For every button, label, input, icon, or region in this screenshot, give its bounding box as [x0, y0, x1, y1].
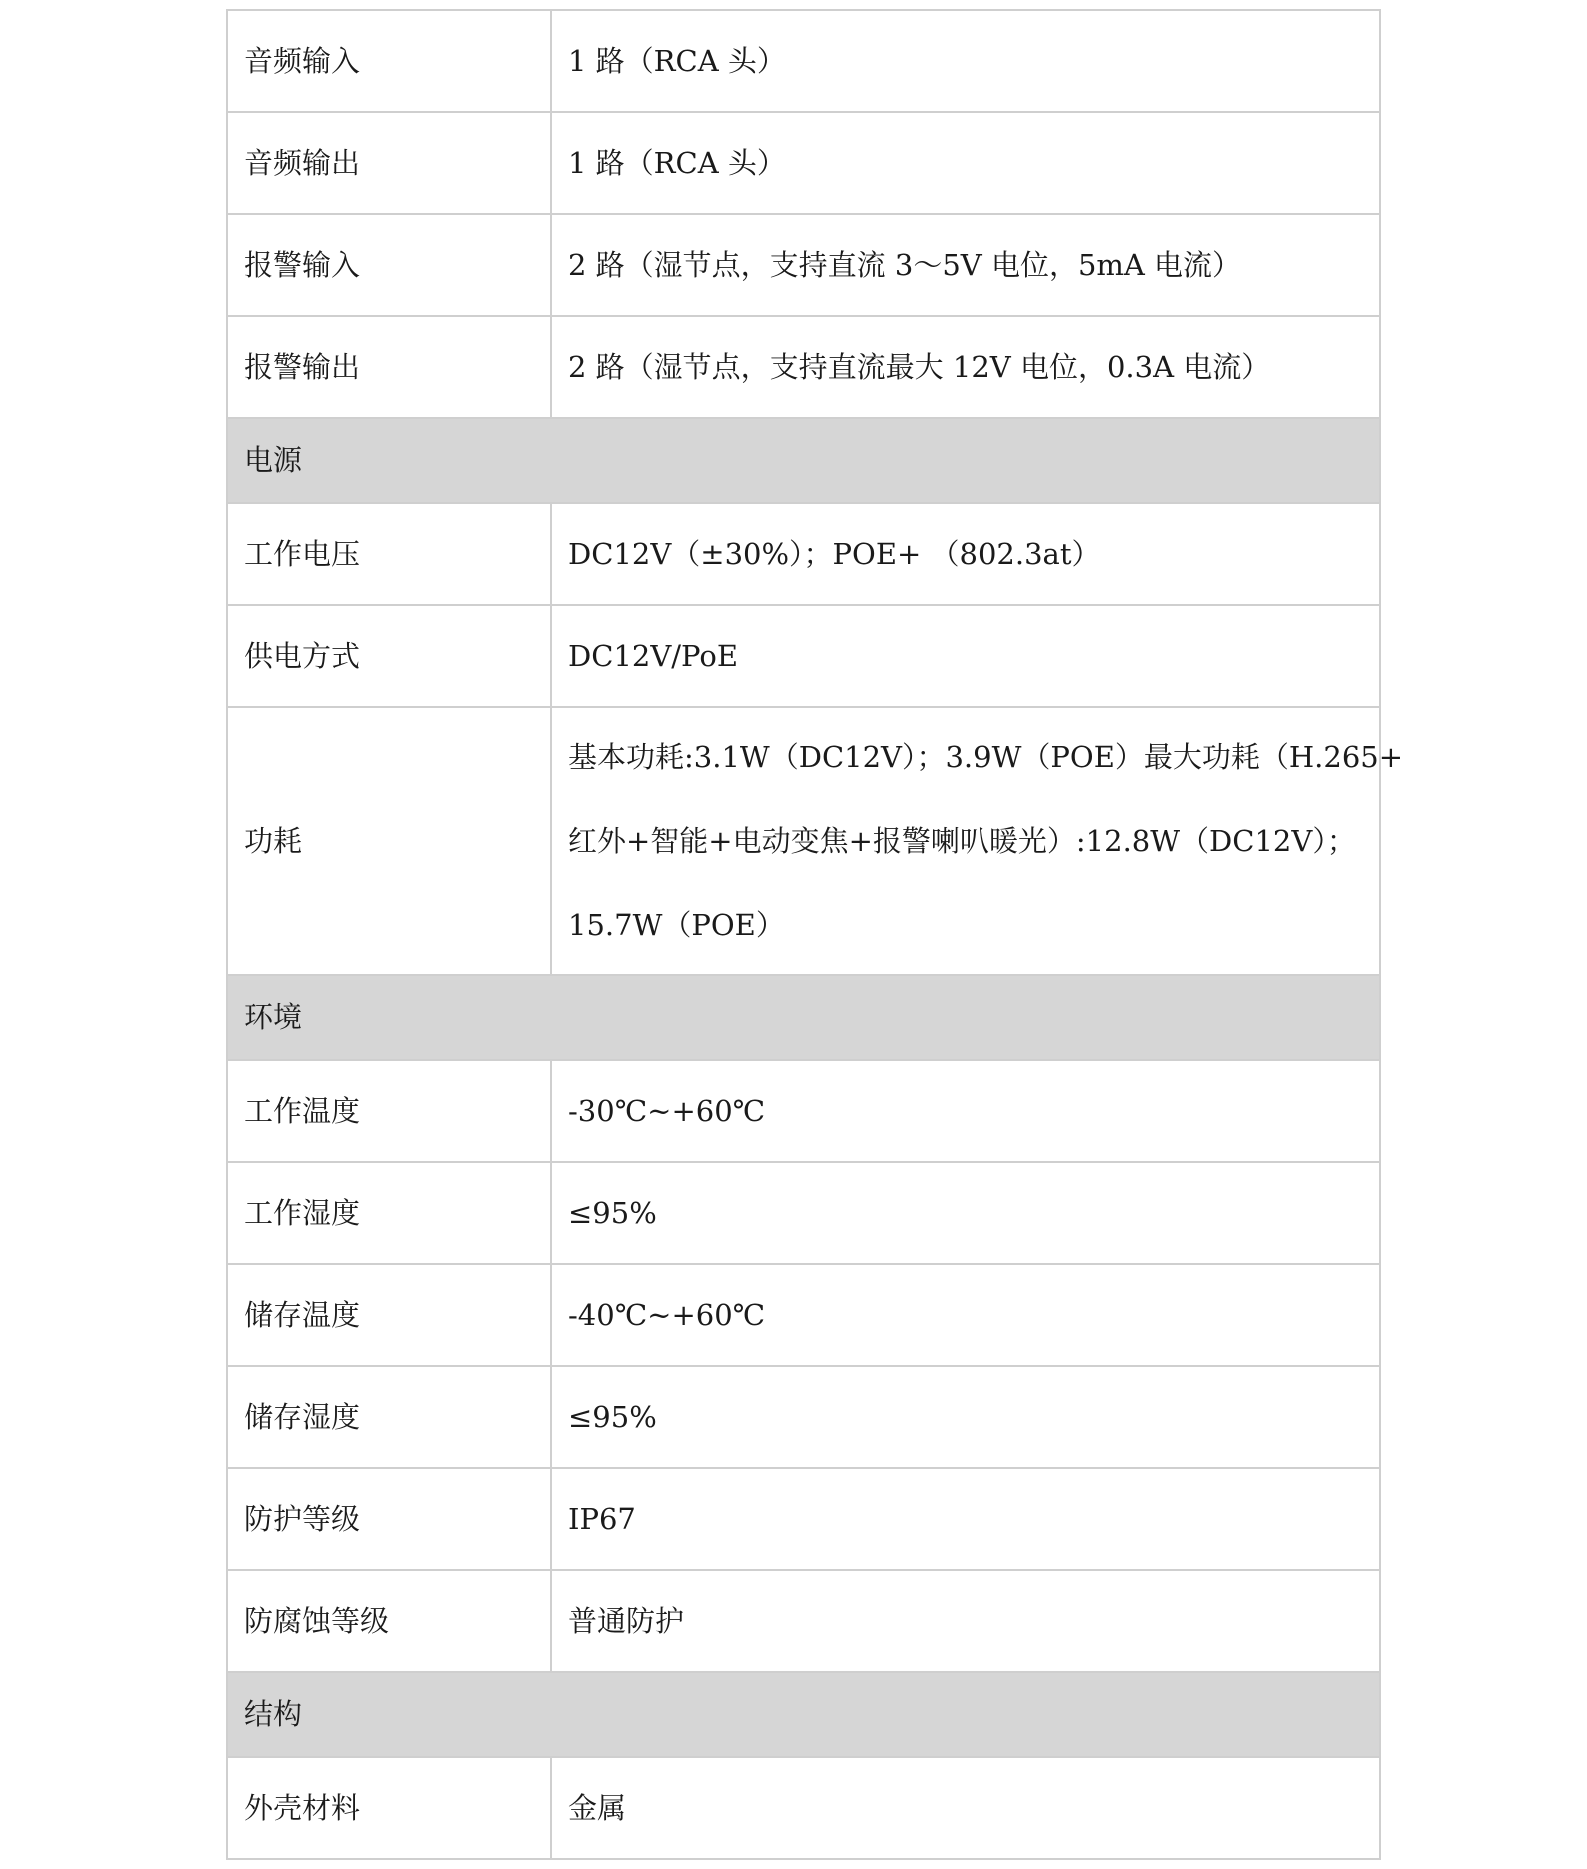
- spec-label: 储存温度: [227, 1264, 551, 1366]
- table-row-alarm-input: [227, 214, 1380, 316]
- table-row-power-supply: [227, 605, 1380, 707]
- spec-value: ≤95%: [551, 1366, 1380, 1468]
- table-row-anticorrosion-level: [227, 1570, 1380, 1672]
- spec-value: -30℃~+60℃: [551, 1060, 1380, 1162]
- spec-value-line: 15.7W（POE）: [568, 908, 785, 942]
- spec-label: 防腐蚀等级: [227, 1570, 551, 1672]
- spec-value-line: 基本功耗:3.1W（DC12V）；3.9W（POE）最大功耗（H.265+: [568, 740, 1404, 774]
- spec-label: 防护等级: [227, 1468, 551, 1570]
- table-row-storage-humidity: [227, 1366, 1380, 1468]
- table-row-storage-temperature: [227, 1264, 1380, 1366]
- spec-label: 外壳材料: [227, 1757, 551, 1859]
- table-row-housing-material: [227, 1757, 1380, 1859]
- table-row-operating-temperature: [227, 1060, 1380, 1162]
- section-title: 环境: [227, 975, 1380, 1060]
- spec-label: 报警输入: [227, 214, 551, 316]
- section-title: 电源: [227, 418, 1380, 503]
- table-row-power-consumption: [227, 707, 1380, 975]
- spec-table: [226, 9, 1404, 1860]
- spec-value: DC12V/PoE: [551, 605, 1380, 707]
- spec-label: 报警输出: [227, 316, 551, 418]
- spec-label: 工作电压: [227, 503, 551, 605]
- spec-value: DC12V（±30%）；POE+ （802.3at）: [551, 503, 1380, 605]
- section-header-structure: [227, 1672, 1380, 1757]
- table-row-audio-input: [227, 10, 1380, 112]
- spec-value: 普通防护: [551, 1570, 1380, 1672]
- spec-value-multiline: [551, 707, 1404, 975]
- spec-value: 2 路（湿节点，支持直流 3～5V 电位，5mA 电流）: [551, 214, 1380, 316]
- spec-label: 工作湿度: [227, 1162, 551, 1264]
- spec-label: 工作温度: [227, 1060, 551, 1162]
- spec-value: 金属: [551, 1757, 1380, 1859]
- spec-value: 1 路（RCA 头）: [551, 10, 1380, 112]
- table-row-operating-humidity: [227, 1162, 1380, 1264]
- spec-label: 音频输出: [227, 112, 551, 214]
- spec-value: 1 路（RCA 头）: [551, 112, 1380, 214]
- spec-label: 音频输入: [227, 10, 551, 112]
- spec-value: 2 路（湿节点，支持直流最大 12V 电位，0.3A 电流）: [551, 316, 1380, 418]
- table-row-alarm-output: [227, 316, 1380, 418]
- spec-value: -40℃~+60℃: [551, 1264, 1380, 1366]
- table-row-audio-output: [227, 112, 1380, 214]
- spec-label: 储存湿度: [227, 1366, 551, 1468]
- table-row-operating-voltage: [227, 503, 1380, 605]
- spec-label: 功耗: [227, 707, 551, 975]
- section-title: 结构: [227, 1672, 1380, 1757]
- spec-label: 供电方式: [227, 605, 551, 707]
- spec-value-line: 红外+智能+电动变焦+报警喇叭暖光）:12.8W（DC12V）；: [568, 824, 1356, 858]
- section-header-environment: [227, 975, 1380, 1060]
- section-header-power: [227, 418, 1380, 503]
- table-row-protection-level: [227, 1468, 1380, 1570]
- spec-value: ≤95%: [551, 1162, 1380, 1264]
- spec-value: IP67: [551, 1468, 1380, 1570]
